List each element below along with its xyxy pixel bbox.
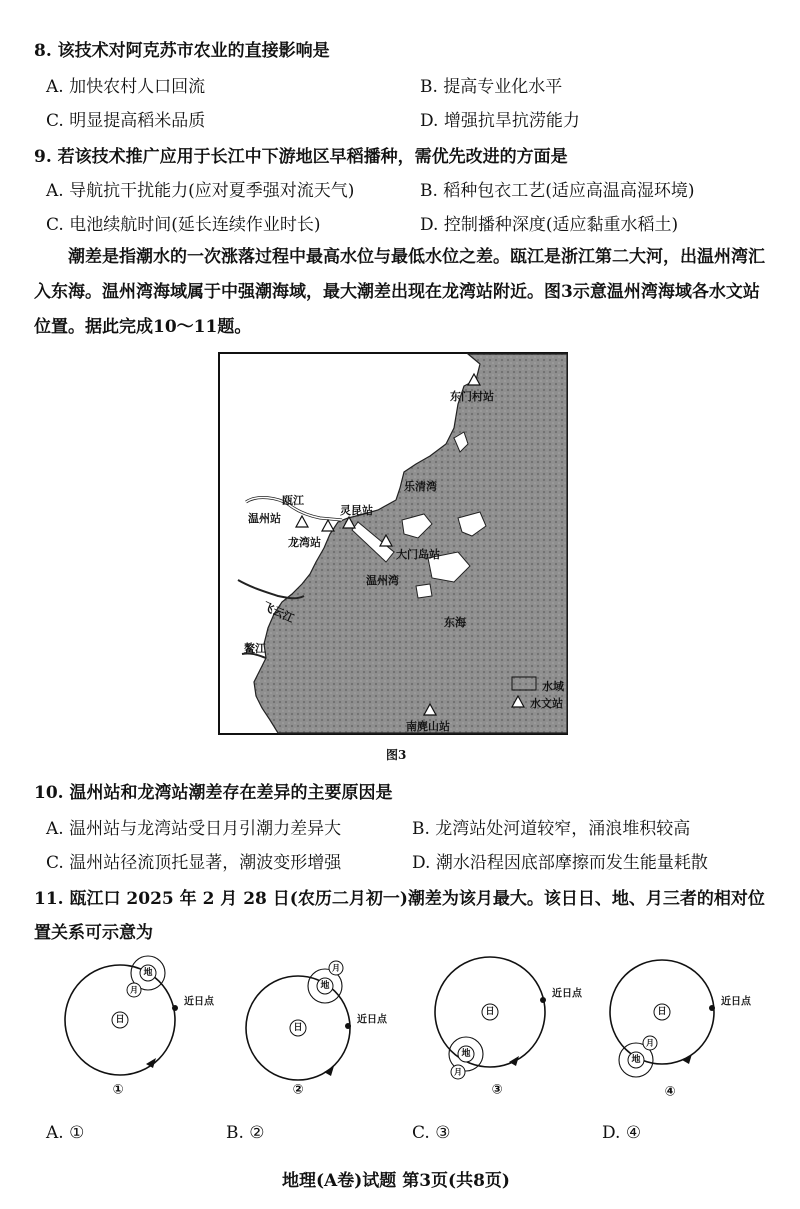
sun-label-4: 日 xyxy=(657,1007,667,1017)
label-lingkun: 灵昆站 xyxy=(340,504,373,517)
q11-option-d[interactable]: D. ④ xyxy=(602,1123,642,1143)
orbit-direction-arrow-2 xyxy=(324,1066,334,1076)
earth-label-4: 地 xyxy=(631,1055,641,1065)
perihelion-label-4: 近日点 xyxy=(721,996,751,1008)
label-dongmencun: 东门村站 xyxy=(450,390,494,403)
q10-option-b[interactable]: B. 龙湾站处河道较窄，涌浪堆积较高 xyxy=(412,819,691,839)
moon-label-3: 月 xyxy=(454,1067,462,1077)
label-damendao: 大门岛站 xyxy=(396,548,440,561)
q10-option-c[interactable]: C. 温州站径流顶托显著，潮波变形增强 xyxy=(46,853,342,873)
earth-label-3: 地 xyxy=(461,1049,471,1059)
q11-option-c[interactable]: C. ③ xyxy=(412,1123,451,1143)
q9-option-d[interactable]: D. 控制播种深度(适应黏重水稻土) xyxy=(420,215,679,235)
orbit-diagrams xyxy=(0,950,800,1100)
moon-label-2: 月 xyxy=(332,963,340,973)
q8-option-b[interactable]: B. 提高专业化水平 xyxy=(420,77,563,97)
q10-option-d[interactable]: D. 潮水沿程因底部摩擦而发生能量耗散 xyxy=(412,853,708,873)
label-aojiang: 鳌江 xyxy=(244,642,266,655)
diagram-number-3: ③ xyxy=(491,1082,503,1098)
passage-text: 潮差是指潮水的一次涨落过程中最高水位与最低水位之差。瓯江是浙江第二大河，出温州湾汇入东海。温州湾海域属于中强潮海域，最大潮差出现在龙湾站附近。图3示意温州湾海域各水文站位置。据此完成10～11题。 xyxy=(34,247,765,337)
label-longwan: 龙湾站 xyxy=(288,536,321,549)
label-feiyunjiang: 飞云江 xyxy=(260,599,296,626)
perihelion-dot-2 xyxy=(345,1023,351,1029)
page-footer: 地理(A卷)试题 第3页(共8页) xyxy=(282,1171,510,1191)
q11-option-b[interactable]: B. ② xyxy=(226,1123,265,1143)
island xyxy=(416,584,432,598)
sun-label-3: 日 xyxy=(485,1007,495,1017)
q10-option-a[interactable]: A. 温州站与龙湾站受日月引潮力差异大 xyxy=(46,819,342,839)
perihelion-dot-1 xyxy=(172,1005,178,1011)
label-wenzhouwan: 温州湾 xyxy=(366,574,399,587)
question-10-stem: 10. 温州站和龙湾站潮差存在差异的主要原因是 xyxy=(34,783,393,803)
legend-water-swatch xyxy=(512,677,536,690)
question-9-stem: 9. 若该技术推广应用于长江中下游地区早稻播种，需优先改进的方面是 xyxy=(34,147,568,167)
perihelion-label-1: 近日点 xyxy=(184,996,214,1008)
label-oujiang: 瓯江 xyxy=(282,494,304,507)
figure-caption: 图3 xyxy=(386,748,407,762)
sun-label-1: 日 xyxy=(115,1015,125,1025)
q8-option-d[interactable]: D. 增强抗旱抗涝能力 xyxy=(420,111,580,131)
moon-label-1: 月 xyxy=(130,985,138,995)
wenzhou-bay-map xyxy=(218,352,568,735)
perihelion-label-3: 近日点 xyxy=(552,988,582,1000)
q11-option-a[interactable]: A. ① xyxy=(46,1123,85,1143)
orbit-direction-arrow-3 xyxy=(509,1056,519,1066)
question-11-stem-line2: 置关系可示意为 xyxy=(34,923,153,943)
earth-label-1: 地 xyxy=(143,968,153,978)
label-wenzhou: 温州站 xyxy=(248,512,281,525)
question-11-stem-line1: 11. 瓯江口 2025 年 2 月 28 日(农历二月初一)潮差为该月最大。该日日、地、月三者的相对位 xyxy=(34,889,765,909)
label-yueqingwan: 乐清湾 xyxy=(404,480,437,493)
q9-option-a[interactable]: A. 导航抗干扰能力(应对夏季强对流天气) xyxy=(46,181,355,201)
perihelion-dot-4 xyxy=(709,1005,715,1011)
moon-label-4: 月 xyxy=(646,1038,654,1048)
legend-station-label: 水文站 xyxy=(530,697,563,710)
orbit-direction-arrow-1 xyxy=(146,1058,156,1068)
diagram-number-2: ② xyxy=(292,1082,304,1098)
sun-label-2: 日 xyxy=(293,1023,303,1033)
perihelion-dot-3 xyxy=(540,997,546,1003)
diagram-number-4: ④ xyxy=(664,1084,676,1100)
q9-option-c[interactable]: C. 电池续航时间(延长连续作业时长) xyxy=(46,215,321,235)
label-donghai: 东海 xyxy=(444,616,466,629)
q9-option-b[interactable]: B. 稻种包衣工艺(适应高温高湿环境) xyxy=(420,181,695,201)
q8-option-c[interactable]: C. 明显提高稻米品质 xyxy=(46,111,206,131)
label-nanlushan: 南麂山站 xyxy=(406,720,450,733)
perihelion-label-2: 近日点 xyxy=(357,1014,387,1026)
question-8-stem: 8. 该技术对阿克苏市农业的直接影响是 xyxy=(34,41,330,61)
diagram-number-1: ① xyxy=(112,1082,124,1098)
earth-label-2: 地 xyxy=(320,981,330,991)
q8-option-a[interactable]: A. 加快农村人口回流 xyxy=(46,77,206,97)
legend-water-label: 水域 xyxy=(542,680,564,693)
map-figure xyxy=(218,352,568,735)
